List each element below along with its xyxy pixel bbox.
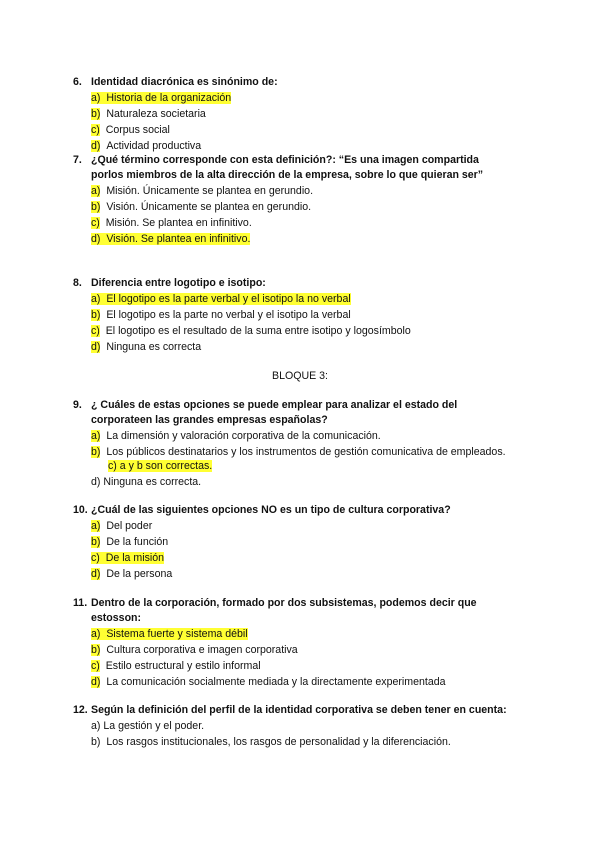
option-text: Estilo estructural y estilo informal [105,660,261,672]
option-11d [91,675,446,690]
option-text: Ninguna es correcta [106,341,202,353]
option-8c [91,324,411,339]
question-7 [73,153,543,183]
question-text: Según la definición del perfil de la identidad corporativa se deben tener en cuenta: [91,704,507,716]
option-text: Los rasgos institucionales, los rasgos de personalidad y la diferenciación. [106,736,451,748]
question-11 [73,596,543,626]
option-7a [91,184,313,199]
option-7c [91,216,252,231]
option-text: El logotipo es la parte verbal y el isotipo la no verbal [106,293,351,305]
question-8 [73,276,543,291]
option-text: Cultura corporativa e imagen corporativa [106,644,298,656]
option-letter: d) [91,140,101,152]
option-6a [91,91,231,106]
question-text: ¿ Cuáles de estas opciones se puede emplear para analizar el estado del [91,399,458,411]
option-letter: b) [91,108,101,120]
question-text: ¿Cuál de las siguientes opciones NO es un tipo de cultura corporativa? [91,504,451,516]
option-letter: a) [91,430,101,442]
option-text: La dimensión y valoración corporativa de la comunicación. [106,430,381,442]
option-text: Naturaleza societaria [106,108,206,120]
option-letter: d) [91,341,101,353]
question-text-continued: estosson: [91,612,142,624]
option-12a [91,719,204,734]
question-text: Dentro de la corporación, formado por dos subsistemas, podemos decir que [91,597,477,609]
section-title: BLOQUE 3: [272,370,328,382]
question-number: 11. [73,597,88,609]
option-letter: b) [91,536,101,548]
option-7d [91,232,250,247]
option-text: El logotipo es la parte no verbal y el isotipo la verbal [106,309,351,321]
question-12 [73,703,543,718]
option-letter: a) [91,628,101,640]
question-number: 7. [73,154,82,166]
option-letter: c) [91,325,100,337]
option-text: a) La gestión y el poder. [91,720,205,732]
option-11b [91,643,298,658]
option-letter: b) [91,201,101,213]
question-10 [73,503,543,518]
option-text: Corpus social [105,124,170,136]
option-10c [91,551,164,566]
option-8d [91,340,201,355]
option-text: Misión. Se plantea en infinitivo. [105,217,252,229]
option-letter: b) [91,446,101,458]
option-text: d) Ninguna es correcta. [91,476,202,488]
option-text: c) a y b son correctas. [108,460,213,472]
option-7b [91,200,311,215]
question-6 [73,75,543,90]
option-10d [91,567,172,582]
option-text: De la persona [106,568,173,580]
option-text: De la función [106,536,169,548]
option-letter: d) [91,233,101,245]
question-number: 8. [73,277,82,289]
question-text: Diferencia entre logotipo e isotipo: [91,277,266,289]
option-letter: b) [91,736,101,748]
option-letter: a) [91,520,101,532]
option-letter: b) [91,309,101,321]
option-12b [91,735,451,750]
option-text: Misión. Únicamente se plantea en gerundio. [106,185,314,197]
option-6b [91,107,206,122]
question-number: 9. [73,399,82,411]
option-6d [91,139,201,154]
option-9b [91,445,506,460]
option-text: Del poder [106,520,153,532]
option-text: Actividad productiva [106,140,202,152]
option-letter: a) [91,293,101,305]
question-text: Identidad diacrónica es sinónimo de: [91,76,278,88]
option-letter: d) [91,676,101,688]
option-letter: c) [91,552,100,564]
option-9c [108,459,212,474]
option-text: Sistema fuerte y sistema débil [106,628,248,640]
option-9d [91,475,201,490]
option-text: De la misión [105,552,165,564]
question-9 [73,398,543,428]
question-text: ¿Qué término corresponde con esta definición?: “Es una imagen compartida [91,154,479,166]
option-text: Visión. Únicamente se plantea en gerundio. [106,201,312,213]
option-11a [91,627,248,642]
option-text: Visión. Se plantea en infinitivo. [106,233,251,245]
option-letter: d) [91,568,101,580]
option-letter: c) [91,217,100,229]
option-text: El logotipo es el resultado de la suma entre isotipo y logosímbolo [105,325,411,337]
option-letter: a) [91,92,101,104]
question-text-continued: corporateen las grandes empresas españolas? [91,414,328,426]
option-letter: c) [91,660,100,672]
question-number: 12. [73,704,88,716]
option-text: La comunicación socialmente mediada y la directamente experimentada [106,676,446,688]
option-6c [91,123,170,138]
question-text-continued: porlos miembros de la alta dirección de la empresa, sobre lo que quieran ser” [91,169,484,181]
option-letter: a) [91,185,101,197]
option-10a [91,519,152,534]
option-9a [91,429,381,444]
option-letter: c) [91,124,100,136]
question-number: 10. [73,504,88,516]
option-11c [91,659,261,674]
option-text: Historia de la organización [106,92,232,104]
question-number: 6. [73,76,82,88]
option-8a [91,292,351,307]
option-text: Los públicos destinatarios y los instrumentos de gestión comunicativa de empleados. [106,446,506,458]
option-letter: b) [91,644,101,656]
option-8b [91,308,351,323]
option-10b [91,535,168,550]
